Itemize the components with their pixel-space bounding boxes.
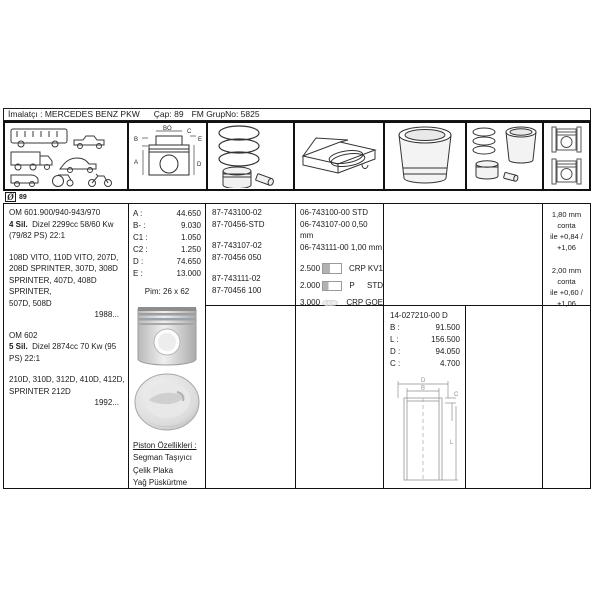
gasket-note-cell [543,204,590,306]
engine2-cylinders: 5 Sil. [9,342,28,351]
part-number: 87-70456-STD [212,219,265,229]
ring-profile-icon [322,281,342,291]
liner-spec-cell [384,306,466,488]
engine2-spec2: PS) 22:1 [9,353,41,363]
measurement-row [133,268,201,280]
liner-dim-row [390,346,460,358]
gasket-note-line: 2,00 mm conta [551,266,582,286]
measurement-label: C1 : [133,233,148,242]
gasket-note-line: ile +0,84 / [550,232,583,241]
part-number: 87-70456 050 [212,252,262,262]
liner-dimension-diagram [390,376,460,488]
liner-dim-value: 156.500 [431,335,460,344]
measurement-row [133,256,201,268]
liner-dim-label: L : [390,335,399,344]
piston-features [129,438,205,489]
icon-band [3,121,591,191]
gasket-note-line: ile +0,60 / [550,288,583,297]
liner-piston-set-icon [468,124,542,188]
measurement-value: 74.650 [176,257,201,266]
model-line: 208D SPRINTER, 307D, 308D [9,264,118,273]
header-bar [3,108,591,121]
engine1-description [4,204,128,321]
liner-dim-value: 4.700 [439,359,460,368]
ring-type: CRP [348,263,366,273]
piston-features-title: Piston Özellikleri : [133,441,197,450]
ring-set-cell [296,204,384,306]
model-line: 507D, 508D [9,298,52,308]
liner-diagram-label-l: L [450,440,454,446]
measurement-label: B- : [133,221,146,230]
ring-part-number: 06-743100-00 STD [300,208,369,217]
ring-profile-icon [322,263,342,274]
measurement-label: D : [133,257,144,266]
ring-spec-row [300,277,383,294]
group-number: FM GrupNo: 5825 [191,109,260,119]
part-number: 87-70456 100 [212,285,262,295]
bore-diameter-row [5,192,27,202]
engine2-spec1: Dizel 2874cc 70 Kw (95 [32,342,117,351]
liner-dim-value: 91.500 [435,323,460,332]
measurement-value: 44.650 [176,209,201,218]
model-line: 108D VITO, 110D VITO, 207D, [9,252,119,262]
empty-cell [384,204,543,306]
liner-cell [385,123,467,189]
manufacturer-label: İmalatçı : MERCEDES BENZ PKW [8,109,140,119]
measurement-value: 9.030 [180,221,201,230]
measurement-label: E : [133,269,143,278]
liner-dim-row [390,358,460,370]
measurements-column [129,204,206,488]
ring-spec-row [300,260,383,277]
ring-type: CRP [346,297,364,307]
measurement-row [133,232,201,244]
dim-label-a: A [134,160,139,166]
measurement-value: 1.050 [180,233,201,242]
part-group [212,273,295,296]
diameter-spec: Çap: 89 [153,109,184,119]
measurement-label: A : [133,209,143,218]
dim-label-b: B [134,137,139,143]
part-number: 87-743100-02 [212,208,262,217]
parts-table [3,203,591,489]
cross-sections-cell [544,123,589,189]
gasket-note-line: 1,80 mm conta [551,210,582,230]
engine2-description [4,327,128,409]
part-group [212,207,295,230]
empty-cell [466,306,543,488]
empty-cell [206,306,296,488]
piston-cross-sections-icon [546,124,588,188]
dim-label-d: D [197,162,202,168]
engine2-models [9,374,125,397]
model-line: SPRINTER 212D [9,386,71,396]
engine1-year: 1988... [94,310,119,319]
ring-part-number: 06-743107-00 0,50 mm [300,219,368,240]
model-line: 210D, 310D, 312D, 410D, 412D, [9,375,125,384]
part-number: 87-743111-02 [212,274,261,283]
ring-size: 3.000 [300,297,321,307]
measurement-value: 13.000 [176,269,201,278]
piston-feature-item: Segman Taşıyıcı [133,453,192,463]
diameter-symbol-icon: Ø [5,192,16,202]
model-line: SPRINTER, 407D, 408D SPRINTER, [9,275,97,296]
part-group [212,240,295,263]
ring-box-cell [295,123,385,189]
ring-code: GOE [365,297,383,307]
measurement-value: 1.250 [180,245,201,254]
ring-set-box-icon [296,124,382,188]
rings-piston-cell [208,123,295,189]
engine1-spec1: Dizel 2299cc 58/60 Kw [32,219,114,229]
rings-and-piston-icon [209,124,292,188]
vehicle-types-cell [5,123,129,189]
ring-type: P [349,280,355,290]
gasket-note-line: +1,06 [557,243,576,252]
piston-photo-side [134,301,200,367]
measurement-row [133,208,201,220]
ring-part-number: 06-743111-00 1,00 mm [300,242,382,252]
engine1-measurements [129,204,205,296]
liner-part-number: 14-027210-00 D [390,311,448,320]
engine2-year: 1992... [94,398,119,407]
liner-dim-row [390,322,460,334]
part-number: 87-743107-02 [212,241,262,250]
measurement-row [133,220,201,232]
empty-cell [543,306,590,488]
set-cell [467,123,544,189]
dim-label-c: C [187,129,192,135]
liner-diagram-label-c: C [454,392,459,398]
piston-dimension-diagram-cell [129,123,208,189]
engine1-cylinders: 4 Sil. [9,219,28,229]
ring-size: 2.000 [300,280,321,290]
cylinder-liner-icon [386,124,464,188]
liner-dim-label: C : [390,359,401,368]
measurement-row [133,244,201,256]
engine2-spec-line [9,341,125,353]
liner-dim-row [390,334,460,346]
piston-dimension-diagram [130,124,205,188]
liner-diagram-label-d: D [421,378,426,384]
engine1-code: OM 601.900/940-943/970 [9,208,101,217]
ring-code: KV1 [367,263,383,273]
engine1-spec2: (79/82 PS) 22:1 [9,231,66,240]
ring-code: STD [367,280,383,290]
piston-part-numbers-cell [206,204,296,306]
piston-photo-top [133,372,201,436]
engine1-models [9,252,125,310]
engine1-spec-line [9,219,125,231]
piston-feature-item: Yağ Püskürtme [133,477,188,487]
engine2-code: OM 602 [9,330,38,340]
pin-size: Pim: 26 x 62 [144,287,190,296]
liner-diagram-label-b: B [421,385,426,392]
dim-label-bo: BO [163,126,172,132]
empty-cell [296,306,384,488]
dim-label-e: E [198,137,203,143]
liner-dim-value: 94.050 [435,347,460,356]
measurement-label: C2 : [133,245,148,254]
vehicle-types-icon [6,124,126,188]
description-column [4,204,129,488]
gasket-note-line: +1,06 [557,299,576,308]
liner-dim-label: B : [390,323,400,332]
piston-feature-item: Çelik Plaka [133,465,174,475]
bore-diameter-value: 89 [19,193,27,201]
liner-dim-label: D : [390,347,401,356]
ring-size: 2.500 [300,263,321,273]
